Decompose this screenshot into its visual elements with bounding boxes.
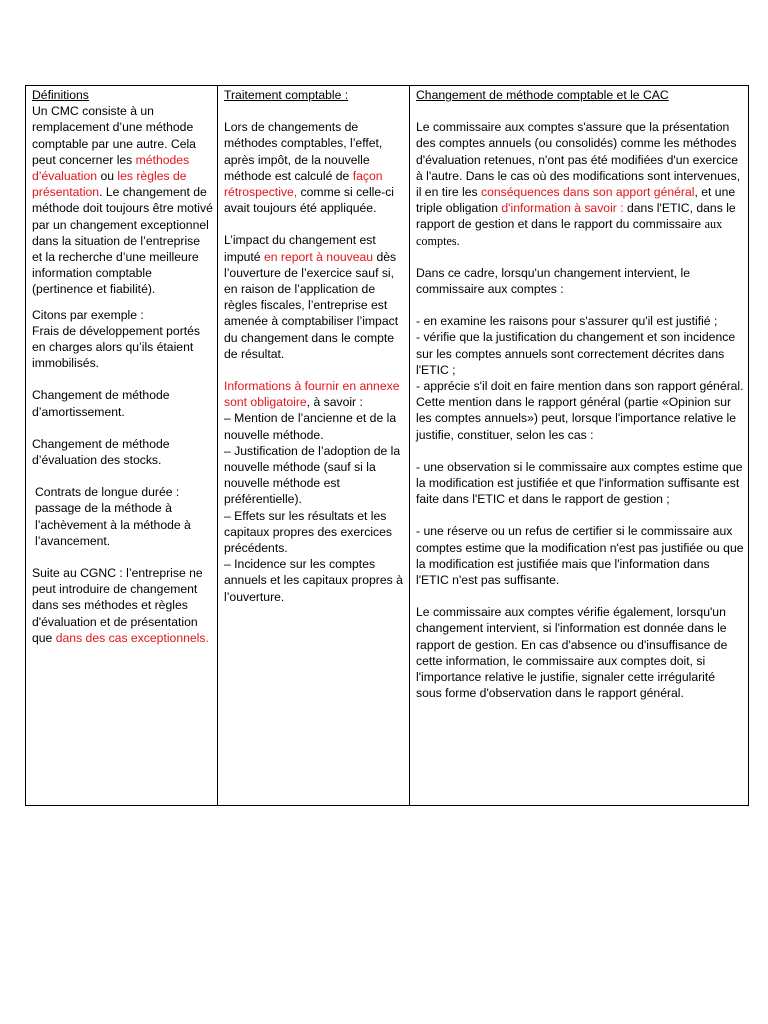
highlight-text: d'information à savoir : xyxy=(501,201,624,216)
examples-intro: Citons par exemple : xyxy=(32,307,144,322)
text: Le commissaire aux comptes s'assure que la présentation des comptes annuels (ou consolidés) comme les méthodes d'évaluation retenues, n'ont pas été modifiées d'un exercice à l'autre. Dans le cas où des modifications sont intervenues, il en tire les xyxy=(416,120,741,200)
disclosure-item: – Justification de l’adoption de la nouvelle méthode (sauf si la nouvelle méthode est préférentielle). xyxy=(224,443,401,507)
cac-bullet: - vérifie que la justification du changement et son incidence sur les comptes annuels sont correctement décrites dans l'ETIC ; xyxy=(416,330,736,377)
verification-paragraph: Le commissaire aux comptes vérifie également, lorsqu'un changement intervient, si l'information est donnée dans le rapport de gestion. En cas d'absence ou d'insuffisance de cette information, le commissaire aux comptes doit, si l'importance relative le justifie, signaler cette irrégularité sous forme d'observation dans le rapport général. xyxy=(416,605,728,701)
example-stock-valuation: Changement de méthode d’évaluation des stocks. xyxy=(32,436,170,468)
text: , et une triple obligation xyxy=(416,185,736,216)
disclosure-item: – Effets sur les résultats et les capitaux propres des exercices précédents. xyxy=(224,508,393,556)
example-development-costs: Frais de développement portés en charges alors qu’ils étaient immobilisés. xyxy=(32,323,201,371)
cmc-definition xyxy=(32,103,213,297)
example-depreciation: Changement de méthode d’amortissement. xyxy=(32,388,170,419)
accounting-treatment-column xyxy=(218,86,410,805)
text: Lors de changements de méthodes comptables, l’effet, après impôt, de la nouvelle méthode est calculé de xyxy=(224,120,383,183)
cgnc-paragraph xyxy=(32,565,213,646)
highlight-text: Informations à fournir en annexe sont obligatoire xyxy=(224,379,400,410)
highlight-text: dans des cas exceptionnels. xyxy=(55,630,209,645)
text: dans l'ETIC, dans le rapport de gestion et dans le rapport du commissaire xyxy=(416,201,736,232)
observation-paragraph: - une observation si le commissaire aux comptes estime que la modification est justifiée et que l'information suffisante est faite dans l'ETIC et dans le rapport de gestion ; xyxy=(416,459,743,507)
disclosure-item: – Mention de l’ancienne et de la nouvelle méthode. xyxy=(224,411,397,442)
reserve-paragraph: - une réserve ou un refus de certifier si le commissaire aux comptes estime que la modification n'est pas justifiée ou que la modification est justifiée mais que l'information dans l'ETIC n'est pas suffisante. xyxy=(416,524,744,588)
text: aux comptes. xyxy=(416,217,723,248)
text: Suite au CGNC : l’entreprise ne peut introduire de changement dans ses méthodes et règles d'évaluation et de présentation que xyxy=(32,566,203,645)
example-long-contracts: Contrats de longue durée : passage de la méthode à l’achèvement à la méthode à l’avancement. xyxy=(35,485,191,548)
text: Un CMC consiste à un remplacement d’une méthode comptable par une autre. Cela peut concerner les xyxy=(32,104,196,167)
text: , à savoir : xyxy=(306,395,363,410)
highlight-text: les règles de présentation xyxy=(32,169,187,200)
definitions-column xyxy=(26,86,218,805)
text: dès l’ouverture de l’exercice sauf si, en raison de l’application de règles fiscales, l’entreprise est amenée à comptabiliser l’impact du changement dans le compte de résultat. xyxy=(224,249,399,361)
retrospective-paragraph xyxy=(224,119,403,216)
treatment-header: Traitement comptable : xyxy=(224,88,349,102)
text: L’impact du changement est imputé xyxy=(224,233,376,264)
cac-framework-paragraph: Dans ce cadre, lorsqu'un changement intervient, le commissaire aux comptes : xyxy=(416,265,690,297)
definitions-header: Définitions xyxy=(32,88,89,102)
text: . Le changement de méthode doit toujours être motivé par un changement exceptionnel dans la situation de l’entreprise et la recherche d’une meilleure information comptable (pertinence et fiabilité). xyxy=(32,185,213,297)
mention-paragraph: Cette mention dans le rapport général (partie «Opinion sur les comptes annuels») peut, lorsque l'importance relative le justifie, constituer, selon les cas : xyxy=(416,395,737,442)
impact-paragraph xyxy=(224,232,403,362)
cac-header: Changement de méthode comptable et le CAC xyxy=(416,88,669,102)
text: ou xyxy=(97,169,118,184)
text: comme si celle-ci avait toujours été appliquée. xyxy=(224,185,394,216)
highlight-text: conséquences dans son apport général xyxy=(481,185,695,200)
cac-column xyxy=(410,86,748,805)
cac-obligation-paragraph xyxy=(416,119,744,249)
highlight-text: en report à nouveau xyxy=(263,249,374,264)
highlight-text: façon rétrospective, xyxy=(224,168,383,200)
disclosure-intro xyxy=(224,378,403,410)
highlight-text: méthodes d’évaluation xyxy=(32,152,190,184)
disclosure-item: – Incidence sur les comptes annuels et les capitaux propres à l’ouverture. xyxy=(224,557,403,604)
cac-bullet: - en examine les raisons pour s'assurer qu'il est justifié ; xyxy=(416,314,718,329)
cac-bullet: - apprécie s'il doit en faire mention dans son rapport général. xyxy=(416,379,744,394)
comparison-table xyxy=(25,85,749,806)
